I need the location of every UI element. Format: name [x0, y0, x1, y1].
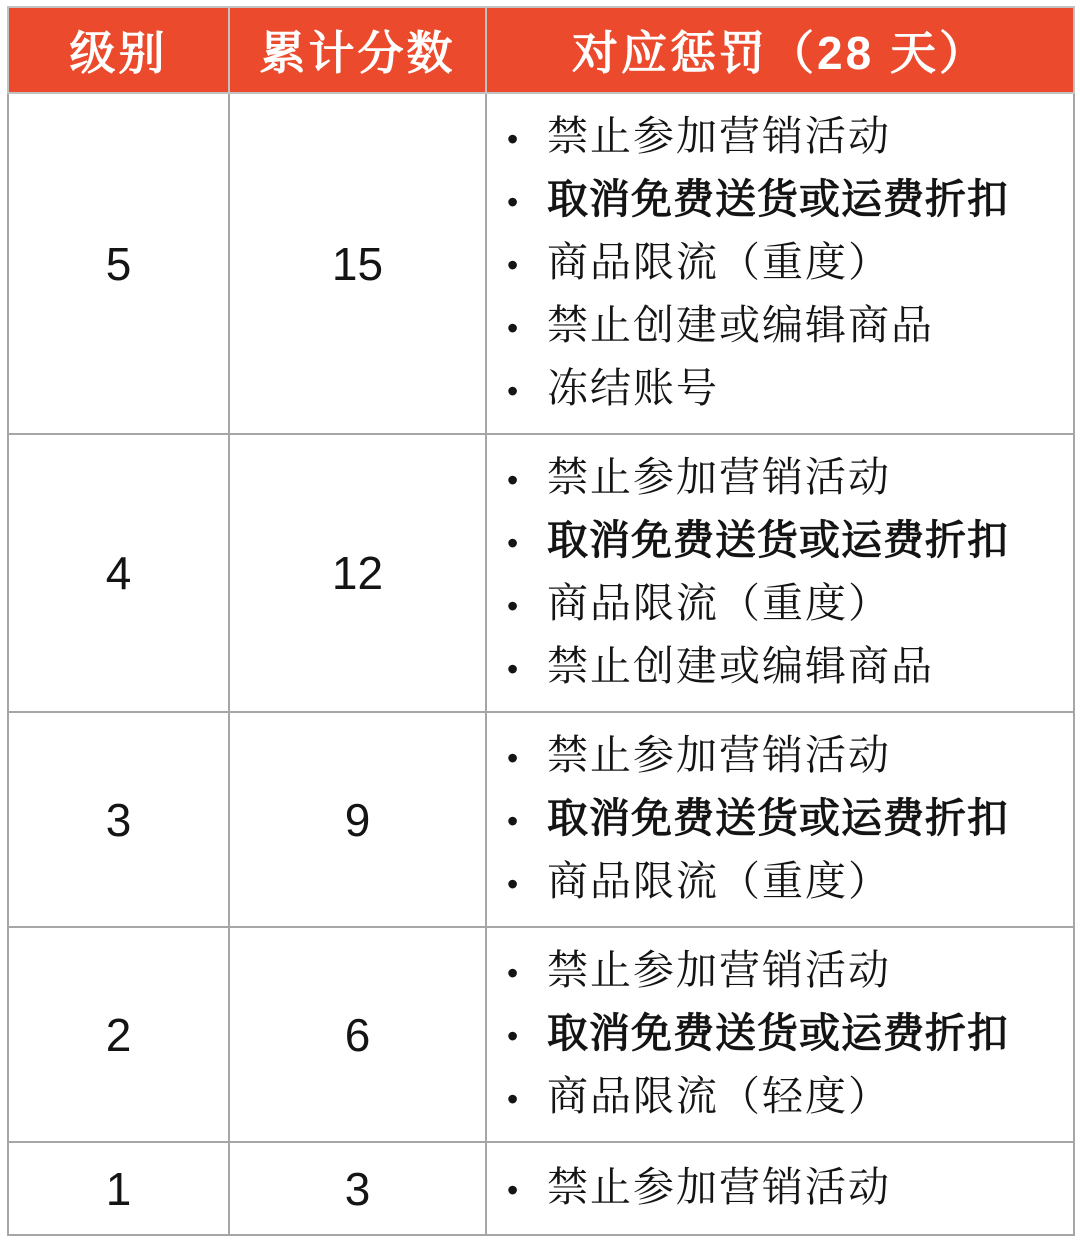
bullet-icon: •	[507, 866, 521, 902]
punishment-text: 禁止创建或编辑商品	[547, 302, 934, 348]
punishment-text: 禁止参加营销活动	[547, 454, 891, 500]
list-item	[501, 106, 1065, 169]
list-item	[501, 636, 1065, 699]
score-value: 9	[229, 712, 486, 927]
punishment-list	[501, 940, 1065, 1129]
punishment-list	[501, 106, 1065, 421]
column-header-level: 级别	[8, 7, 229, 93]
table-row-level-2	[8, 927, 1074, 1142]
header-row	[8, 7, 1074, 93]
punishment-text: 商品限流（轻度）	[547, 1073, 891, 1119]
table-row-level-5	[8, 93, 1074, 434]
punishment-text: 取消免费送货或运费折扣	[547, 517, 1009, 563]
bullet-icon: •	[507, 247, 521, 283]
score-value: 12	[229, 434, 486, 712]
level-value: 4	[8, 434, 229, 712]
bullet-icon: •	[507, 121, 521, 157]
list-item	[501, 788, 1065, 851]
punishment-text: 禁止参加营销活动	[547, 732, 891, 778]
level-value: 5	[8, 93, 229, 434]
punishments-cell	[486, 1142, 1074, 1235]
punishment-text: 商品限流（重度）	[547, 239, 891, 285]
bullet-icon: •	[507, 740, 521, 776]
list-item	[501, 1003, 1065, 1066]
punishment-text: 商品限流（重度）	[547, 580, 891, 626]
punishment-text: 取消免费送货或运费折扣	[547, 176, 1009, 222]
bullet-icon: •	[507, 310, 521, 346]
level-value: 2	[8, 927, 229, 1142]
level-value: 3	[8, 712, 229, 927]
table-row-level-4	[8, 434, 1074, 712]
punishments-cell	[486, 712, 1074, 927]
punishment-text: 禁止创建或编辑商品	[547, 643, 934, 689]
punishment-text: 取消免费送货或运费折扣	[547, 795, 1009, 841]
punishment-text: 冻结账号	[547, 365, 719, 411]
bullet-icon: •	[507, 1018, 521, 1054]
list-item	[501, 1066, 1065, 1129]
list-item	[501, 510, 1065, 573]
level-value: 1	[8, 1142, 229, 1235]
list-item	[501, 358, 1065, 421]
list-item	[501, 295, 1065, 358]
bullet-icon: •	[507, 462, 521, 498]
list-item	[501, 169, 1065, 232]
punishments-cell	[486, 434, 1074, 712]
table-row-level-3	[8, 712, 1074, 927]
punishment-list	[501, 725, 1065, 914]
score-value: 6	[229, 927, 486, 1142]
score-value: 3	[229, 1142, 486, 1235]
punishment-text: 商品限流（重度）	[547, 858, 891, 904]
punishment-list	[501, 1157, 1065, 1220]
list-item	[501, 940, 1065, 1003]
punishments-cell	[486, 927, 1074, 1142]
list-item	[501, 725, 1065, 788]
score-value: 15	[229, 93, 486, 434]
bullet-icon: •	[507, 373, 521, 409]
table-row-level-1	[8, 1142, 1074, 1235]
bullet-icon: •	[507, 955, 521, 991]
punishment-text: 禁止参加营销活动	[547, 113, 891, 159]
column-header-punishment: 对应惩罚（28 天）	[486, 7, 1074, 93]
punishment-text: 禁止参加营销活动	[547, 1164, 891, 1210]
punishment-text: 禁止参加营销活动	[547, 947, 891, 993]
bullet-icon: •	[507, 1172, 521, 1208]
bullet-icon: •	[507, 651, 521, 687]
bullet-icon: •	[507, 184, 521, 220]
list-item	[501, 1157, 1065, 1220]
punishments-cell	[486, 93, 1074, 434]
punishment-text: 取消免费送货或运费折扣	[547, 1010, 1009, 1056]
bullet-icon: •	[507, 1081, 521, 1117]
list-item	[501, 447, 1065, 510]
list-item	[501, 851, 1065, 914]
list-item	[501, 232, 1065, 295]
bullet-icon: •	[507, 588, 521, 624]
bullet-icon: •	[507, 803, 521, 839]
column-header-score: 累计分数	[229, 7, 486, 93]
punishment-list	[501, 447, 1065, 699]
bullet-icon: •	[507, 525, 521, 561]
penalty-table	[7, 6, 1075, 1236]
list-item	[501, 573, 1065, 636]
